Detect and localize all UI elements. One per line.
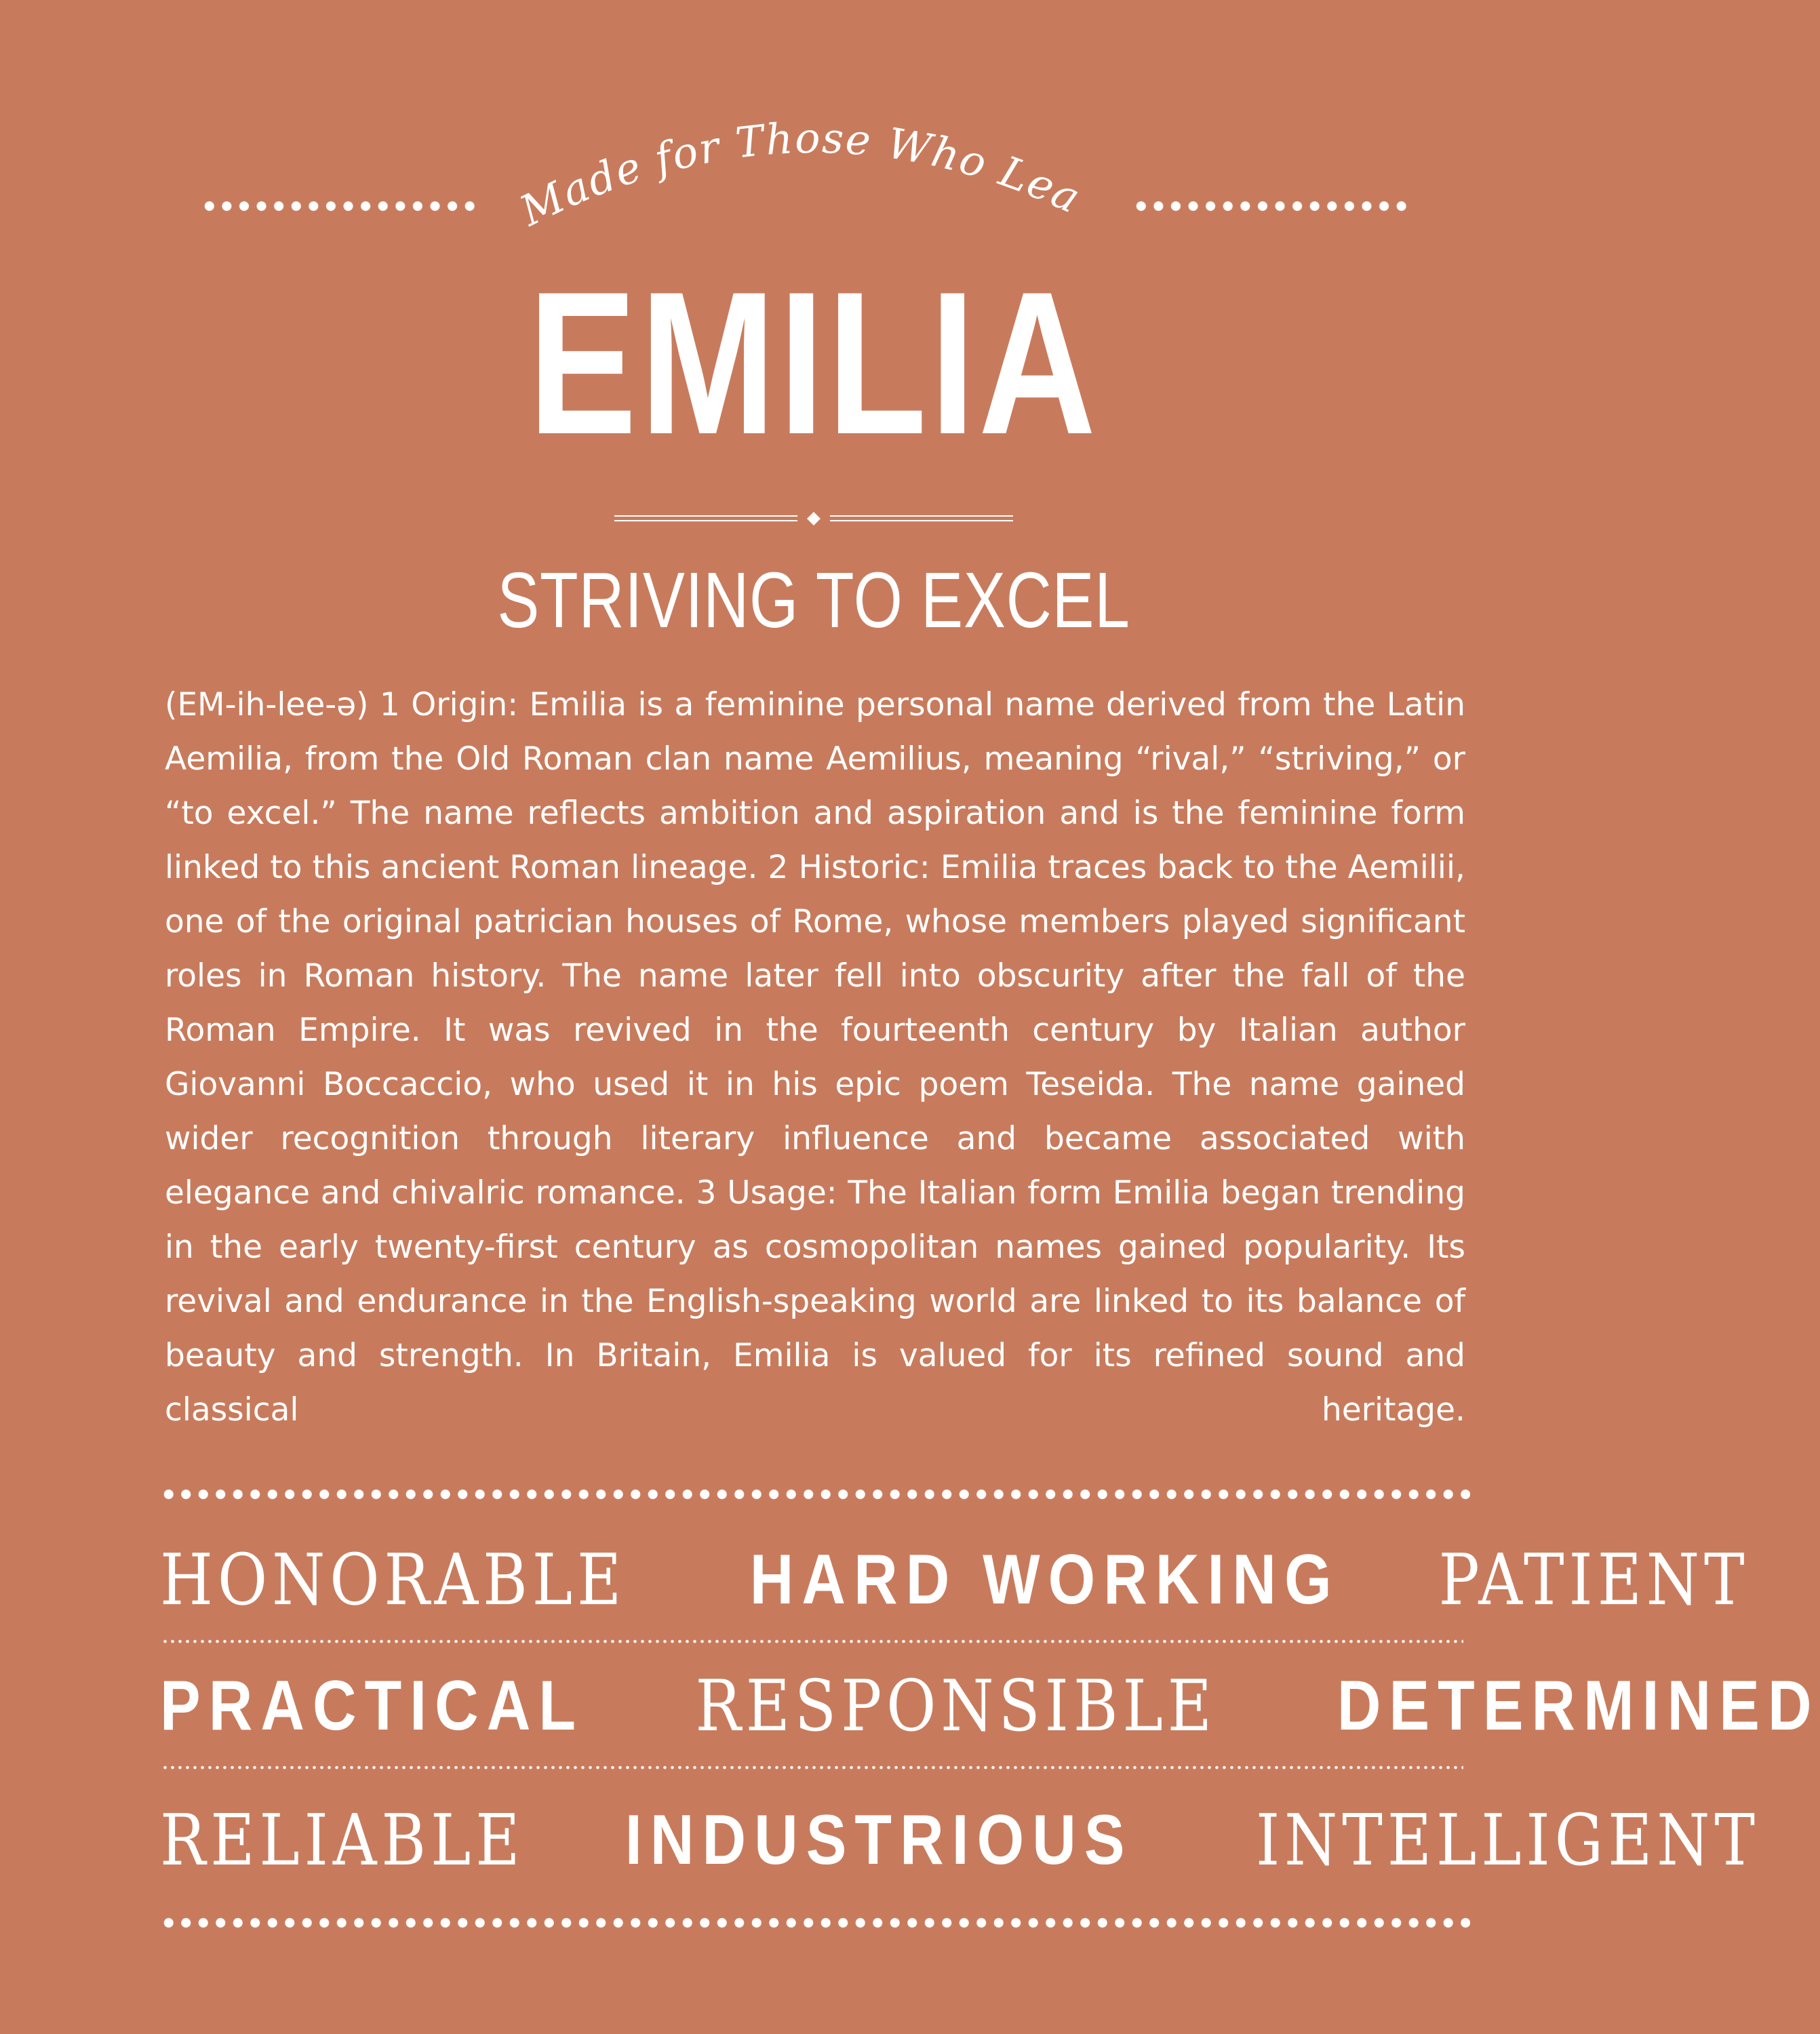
trait-word: HARD WORKING <box>749 1540 1340 1619</box>
name-meaning: STRIVING TO EXCEL <box>497 556 1130 644</box>
tagline-arc <box>501 62 1112 236</box>
trait-word: INDUSTRIOUS <box>625 1801 1133 1879</box>
dotted-rule-top-right <box>1132 201 1410 212</box>
fine-dotted-separator <box>161 1766 1463 1770</box>
dotted-rule-top-left <box>201 201 479 212</box>
trait-word: INTELLIGENT <box>1256 1799 1760 1881</box>
trait-word: RELIABLE <box>160 1799 525 1881</box>
tagline-textpath: Made for Those Who Lead <box>501 62 1089 236</box>
dotted-rule-bottom <box>160 1917 1470 1928</box>
diamond-divider-icon <box>610 509 1017 529</box>
tagline-text <box>501 62 1088 236</box>
traits-row <box>160 1664 1820 1747</box>
name-title: EMILIA <box>528 249 1100 477</box>
tagline <box>501 62 1112 236</box>
trait-word: PRACTICAL <box>160 1667 585 1745</box>
dotted-rule-middle <box>160 1489 1470 1500</box>
traits-row <box>160 1799 1760 1881</box>
name-description: (EM-ih-lee-ə) 1 Origin: Emilia is a feminine personal name derived from the Latin Aemilia, from the Old Roman clan name Aemilius, meaning “rival,” “striving,” or “to excel.” The name reflects ambition and aspiration and is the feminine form linked to this ancient Roman lineage. 2 Historic: Emilia traces back to the Aemilii, one of the original patrician houses of Rome, whose members played significant roles in Roman history. The name later fell into obscurity after the fall of the Roman Empire. It was revived in the fourteenth century by Italian author Giovanni Boccaccio, who used it in his epic poem Teseida. The name gained wider recognition through literary influence and became associated with elegance and chivalric romance. 3 Usage: The Italian form Emilia began trending in the early twenty-first century as cosmopolitan names gained popularity. Its revival and endurance in the English-speaking world are linked to its balance of beauty and strength. In Britain, Emilia is valued for its refined sound and classical heritage. <box>165 686 1465 1429</box>
trait-word: RESPONSIBLE <box>695 1664 1216 1747</box>
ornament-divider <box>610 509 1017 529</box>
trait-word: HONORABLE <box>160 1538 627 1621</box>
trait-word: DETERMINED <box>1337 1667 1820 1745</box>
fine-dotted-separator <box>161 1639 1463 1643</box>
traits-row <box>160 1538 1749 1621</box>
trait-word: PATIENT <box>1438 1538 1749 1621</box>
